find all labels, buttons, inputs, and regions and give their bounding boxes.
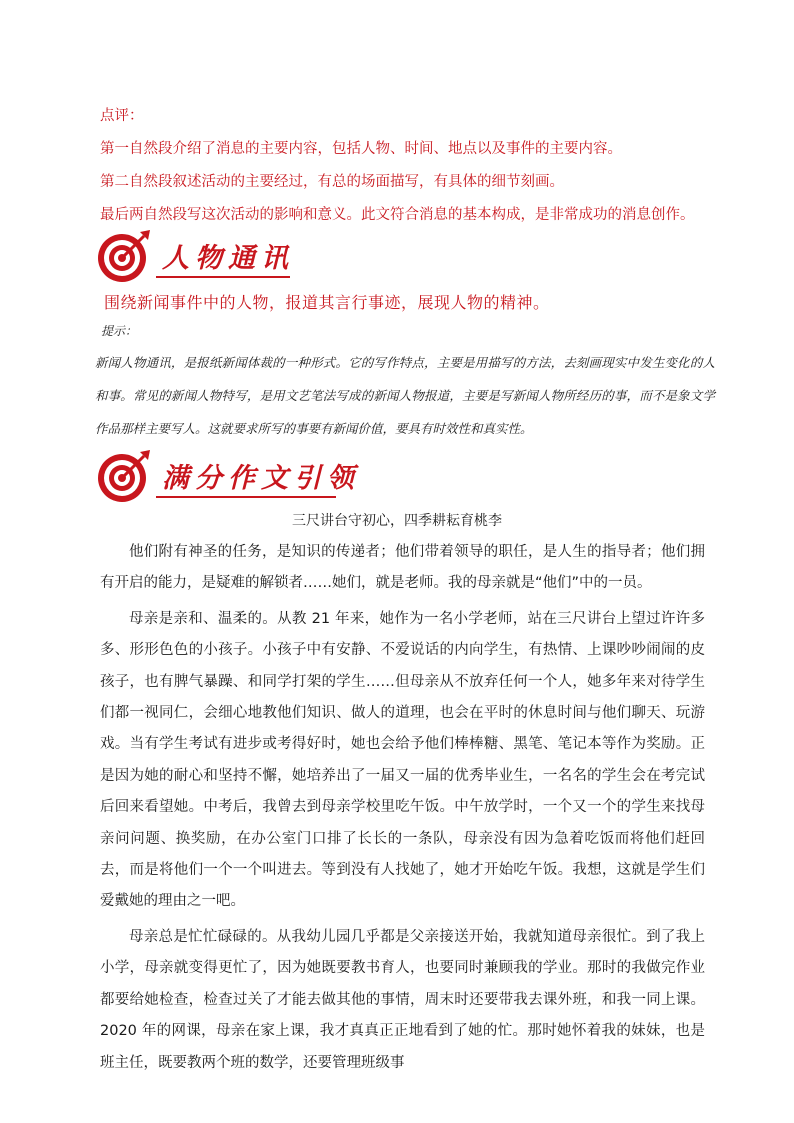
- essay-paragraph: 母亲是亲和、温柔的。从教 21 年来，她作为一名小学老师，站在三尺讲台上望过许许多多、形形色色的小孩子。小孩子中有安静、不爱说话的内向学生，有热情、上课吵吵闹闹的皮孩子，也有脾气暴躁、和同学打架的学生……但母亲从不放弃任何一个人，她多年来对待学生们都一视同仁，会细心地教他们知识、做人的道理，也会在平时的休息时间与他们聊天、玩游戏。当有学生考试有进步或考得好时，她也会给予他们棒棒糖、黑笔、笔记本等作为奖励。正是因为她的耐心和坚持不懈，她培养出了一届又一届的优秀毕业生，一名名的学生会在考完试后回来看望她。中考后，我曾去到母亲学校里吃午饭。中午放学时，一个又一个的学生来找母亲问问题、换奖励，在办公室门口排了长长的一条队，母亲没有因为急着吃饭而将他们赶回去，而是将他们一个一个叫进去。等到没有人找她了，她才开始吃午饭。我想，这就是学生们爱戴她的理由之一吧。: [100, 610, 705, 910]
- review-label: 点评：: [100, 108, 144, 124]
- target-icon: [96, 448, 152, 504]
- review-line: 第一自然段介绍了消息的主要内容，包括人物、时间、地点以及事件的主要内容。: [100, 141, 622, 157]
- review-block: [100, 100, 700, 232]
- title-underline: [156, 496, 336, 498]
- essay-paragraph: 他们附有神圣的任务，是知识的传递者；他们带着领导的职任，是人生的指导者；他们拥有开启的能力，是疑难的解锁者……她们，就是老师。我的母亲就是“他们”中的一员。: [100, 544, 705, 592]
- section-intro: 围绕新闻事件中的人物，报道其言行事迹，展现人物的精神。: [104, 293, 550, 312]
- target-icon: [96, 228, 152, 284]
- essay-paragraph: 母亲总是忙忙碌碌的。从我幼儿园几乎都是父亲接送开始，我就知道母亲很忙。到了我上小学，母亲就变得更忙了，因为她既要教书育人，也要同时兼顾我的学业。那时的我做完作业都要给她检查，检查过关了才能去做其他的事情，周末时还要带我去课外班，和我一同上课。2020 年的网课，母亲在家上课，我才真真正正地看到了她的忙。那时她怀着我的妹妹，也是班主任，既要教两个班的数学，还要管理班级事: [100, 928, 705, 1071]
- section-title: 满分作文引领: [162, 463, 360, 494]
- review-line: 最后两自然段写这次活动的影响和意义。此文符合消息的基本构成，是非常成功的消息创作。: [100, 207, 695, 223]
- title-underline: [156, 276, 290, 278]
- review-line: 第二自然段叙述活动的主要经过，有总的场面描写，有具体的细节刻画。: [100, 174, 564, 190]
- tip-text: 新闻人物通讯，是报纸新闻体裁的一种形式。它的写作特点，主要是用描写的方法，去刻画现实中发生变化的人和事。常见的新闻人物特写，是用文艺笔法写成的新闻人物报道，主要是写新闻人物所经历的事，而不是象文学作品那样主要写人。这就要求所写的事要有新闻价值，要具有时效性和真实性。: [95, 355, 715, 436]
- essay-title: 三尺讲台守初心，四季耕耘育桃李: [292, 513, 502, 529]
- section-title: 人物通讯: [162, 243, 294, 274]
- tip-body: [95, 346, 715, 445]
- section-heading-profile: [96, 228, 336, 288]
- tip-label: 提示：: [101, 324, 138, 338]
- section-heading-essay: [96, 448, 360, 508]
- essay-body: [100, 537, 705, 1079]
